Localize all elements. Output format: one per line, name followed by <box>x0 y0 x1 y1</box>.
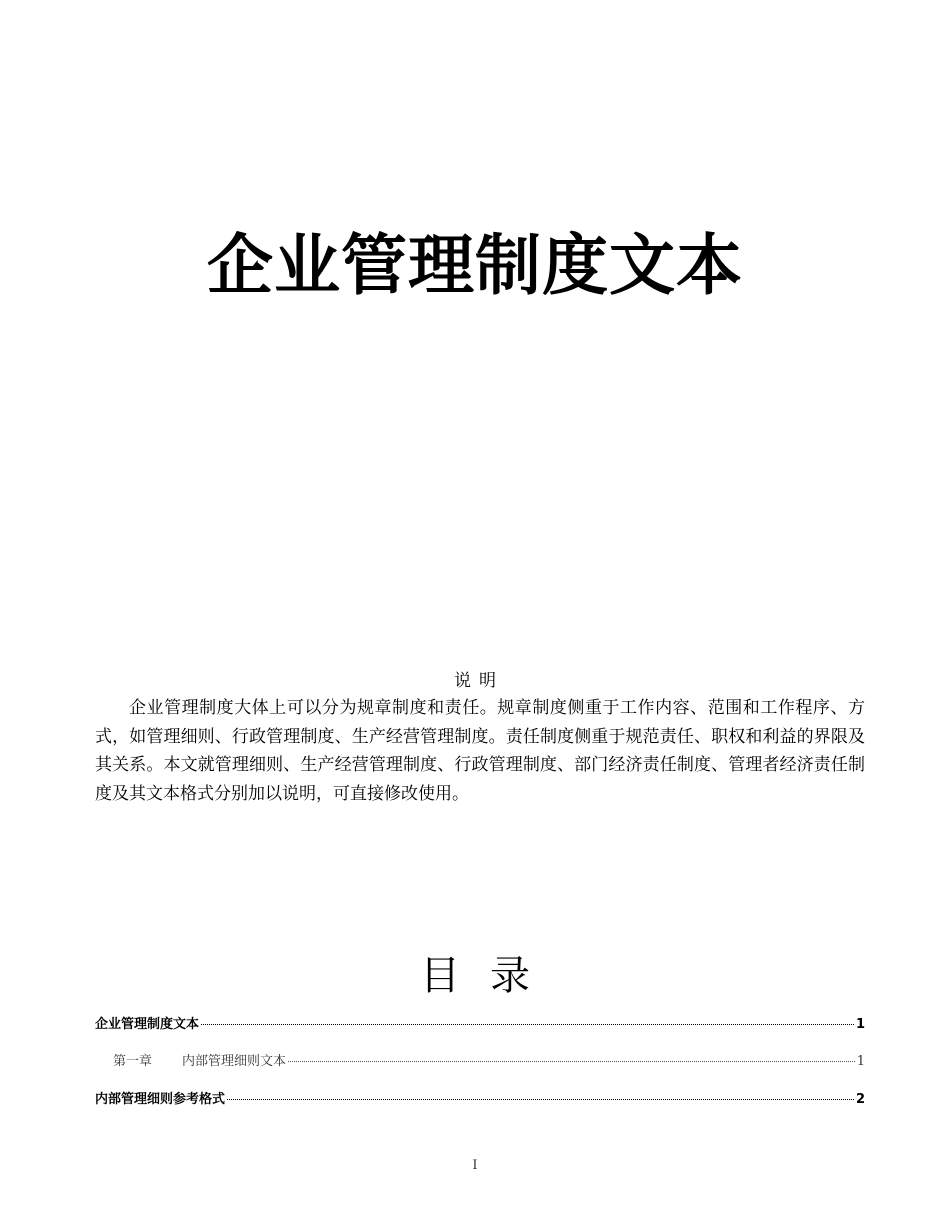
toc-entry-page: 2 <box>855 1092 865 1107</box>
document-title: 企业管理制度文本 <box>207 226 743 304</box>
toc-dot-leader <box>288 1061 855 1062</box>
toc-entry-chapter: 第一章 <box>113 1054 153 1069</box>
toc-entry[interactable] <box>95 1091 865 1109</box>
toc-dot-leader <box>201 1024 854 1025</box>
note-body: 企业管理制度大体上可以分为规章制度和责任。规章制度侧重于工作内容、范围和工作程序、方式，如管理细则、行政管理制度、生产经营管理制度。责任制度侧重于规范责任、职权和利益的界限及其关系。本文就管理细则、生产经营管理制度、行政管理制度、部门经济责任制度、管理者经济责任制度及其文本格式分别加以说明，可直接修改使用。 <box>95 698 865 804</box>
toc-entry-page: 1 <box>856 1054 865 1069</box>
toc-entry[interactable] <box>95 1053 865 1071</box>
toc-entry-page: 1 <box>855 1017 865 1032</box>
toc-dot-leader <box>227 1099 854 1100</box>
toc-entry-label: 企业管理制度文本 <box>95 1017 200 1032</box>
toc-entry-label: 内部管理细则文本 <box>182 1054 287 1069</box>
note-heading: 说明 <box>454 671 504 691</box>
toc-entry-label: 内部管理细则参考格式 <box>95 1092 226 1107</box>
page-number: I <box>472 1158 478 1173</box>
toc-entry[interactable] <box>95 1016 865 1034</box>
toc-title: 目录 <box>420 953 560 999</box>
